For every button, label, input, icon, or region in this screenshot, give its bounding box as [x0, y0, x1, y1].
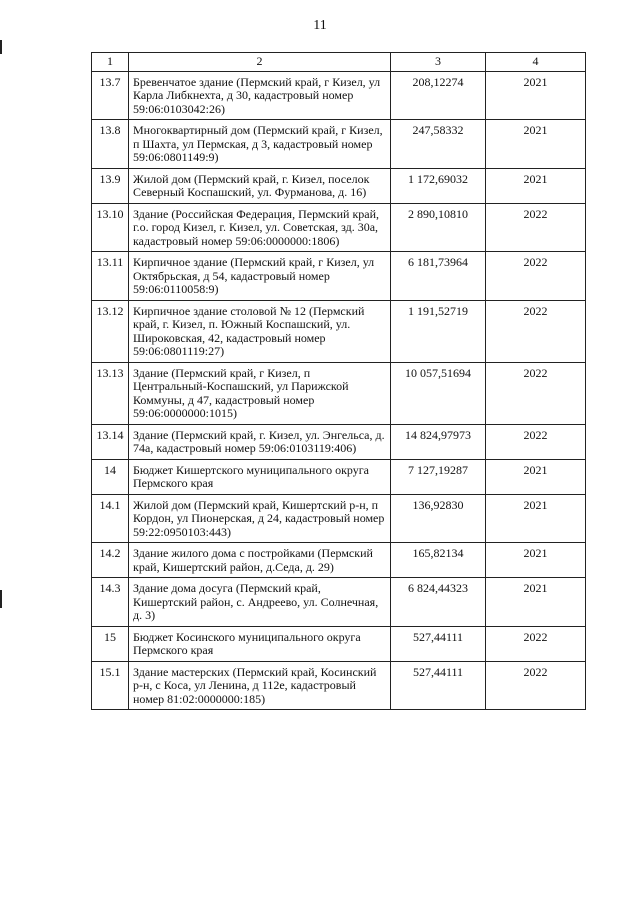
table-row	[92, 626, 586, 661]
row-number: 14.2	[92, 543, 129, 578]
row-number: 14.3	[92, 578, 129, 627]
row-year: 2022	[486, 362, 586, 424]
row-amount: 7 127,19287	[391, 459, 486, 494]
table-row	[92, 120, 586, 169]
row-year: 2021	[486, 578, 586, 627]
row-description: Бюджет Косинского муниципального округа Пермского края	[129, 626, 391, 661]
row-number: 13.8	[92, 120, 129, 169]
row-year: 2022	[486, 252, 586, 301]
table-row	[92, 494, 586, 543]
row-year: 2021	[486, 459, 586, 494]
row-year: 2021	[486, 120, 586, 169]
row-year: 2022	[486, 424, 586, 459]
row-number: 13.14	[92, 424, 129, 459]
column-header-1: 1	[92, 53, 129, 72]
row-number: 15	[92, 626, 129, 661]
row-amount: 527,44111	[391, 626, 486, 661]
table-row	[92, 300, 586, 362]
row-amount: 527,44111	[391, 661, 486, 710]
row-description: Бюджет Кишертского муниципального округа Пермского края	[129, 459, 391, 494]
row-amount: 247,58332	[391, 120, 486, 169]
table-row	[92, 578, 586, 627]
table-row	[92, 71, 586, 120]
row-number: 13.9	[92, 168, 129, 203]
row-description: Кирпичное здание столовой № 12 (Пермский край, г. Кизел, п. Южный Коспашский, ул. Широковская, 42, кадастровый номер 59:06:0801119:27)	[129, 300, 391, 362]
table-row	[92, 543, 586, 578]
table-row	[92, 203, 586, 252]
row-number: 13.10	[92, 203, 129, 252]
row-amount: 136,92830	[391, 494, 486, 543]
property-table	[91, 52, 586, 710]
row-amount: 1 172,69032	[391, 168, 486, 203]
row-description: Кирпичное здание (Пермский край, г Кизел, ул Октябрьская, д 54, кадастровый номер 59:06:0110058:9)	[129, 252, 391, 301]
row-amount: 165,82134	[391, 543, 486, 578]
table-row	[92, 252, 586, 301]
table-body	[92, 71, 586, 710]
row-number: 13.13	[92, 362, 129, 424]
row-year: 2021	[486, 494, 586, 543]
row-amount: 6 824,44323	[391, 578, 486, 627]
row-description: Жилой дом (Пермский край, г. Кизел, поселок Северный Коспашский, ул. Фурманова, д. 16)	[129, 168, 391, 203]
table-row	[92, 459, 586, 494]
row-description: Здание дома досуга (Пермский край, Кишертский район, с. Андреево, ул. Солнечная, д. 3)	[129, 578, 391, 627]
row-year: 2021	[486, 543, 586, 578]
column-header-4: 4	[486, 53, 586, 72]
row-number: 13.7	[92, 71, 129, 120]
row-amount: 2 890,10810	[391, 203, 486, 252]
row-year: 2022	[486, 203, 586, 252]
column-header-2: 2	[129, 53, 391, 72]
row-number: 13.12	[92, 300, 129, 362]
row-number: 14.1	[92, 494, 129, 543]
table-row	[92, 424, 586, 459]
row-amount: 6 181,73964	[391, 252, 486, 301]
row-description: Бревенчатое здание (Пермский край, г Кизел, ул Карла Либкнехта, д 30, кадастровый номер 59:06:0103042:26)	[129, 71, 391, 120]
row-description: Здание мастерских (Пермский край, Косинский р-н, с Коса, ул Ленина, д 112е, кадастровый номер 81:02:0000000:185)	[129, 661, 391, 710]
row-number: 14	[92, 459, 129, 494]
row-number: 13.11	[92, 252, 129, 301]
table-row	[92, 362, 586, 424]
row-number: 15.1	[92, 661, 129, 710]
row-description: Здание (Пермский край, г. Кизел, ул. Энгельса, д. 74а, кадастровый номер 59:06:0103119:406)	[129, 424, 391, 459]
row-description: Здание (Пермский край, г Кизел, п Центральный-Коспашский, ул Парижской Коммуны, д 47, кадастровый номер 59:06:0000000:1015)	[129, 362, 391, 424]
row-amount: 208,12274	[391, 71, 486, 120]
row-year: 2022	[486, 300, 586, 362]
row-year: 2022	[486, 661, 586, 710]
table-row	[92, 168, 586, 203]
row-amount: 1 191,52719	[391, 300, 486, 362]
table-row	[92, 661, 586, 710]
row-year: 2021	[486, 168, 586, 203]
page-number: 11	[313, 18, 327, 33]
header-row	[92, 53, 586, 72]
margin-mark	[0, 590, 2, 608]
row-description: Жилой дом (Пермский край, Кишертский р-н, п Кордон, ул Пионерская, д 24, кадастровый номер 59:22:0950103:443)	[129, 494, 391, 543]
row-year: 2022	[486, 626, 586, 661]
row-year: 2021	[486, 71, 586, 120]
column-header-3: 3	[391, 53, 486, 72]
row-amount: 10 057,51694	[391, 362, 486, 424]
row-description: Здание (Российская Федерация, Пермский край, г.о. город Кизел, г. Кизел, ул. Советская, зд. 30а, кадастровый номер 59:06:0000000:1806)	[129, 203, 391, 252]
margin-mark	[0, 40, 2, 54]
row-amount: 14 824,97973	[391, 424, 486, 459]
row-description: Многоквартирный дом (Пермский край, г Кизел, п Шахта, ул Пермская, д 3, кадастровый номер 59:06:0801149:9)	[129, 120, 391, 169]
row-description: Здание жилого дома с постройками (Пермский край, Кишертский район, д.Седа, д. 29)	[129, 543, 391, 578]
